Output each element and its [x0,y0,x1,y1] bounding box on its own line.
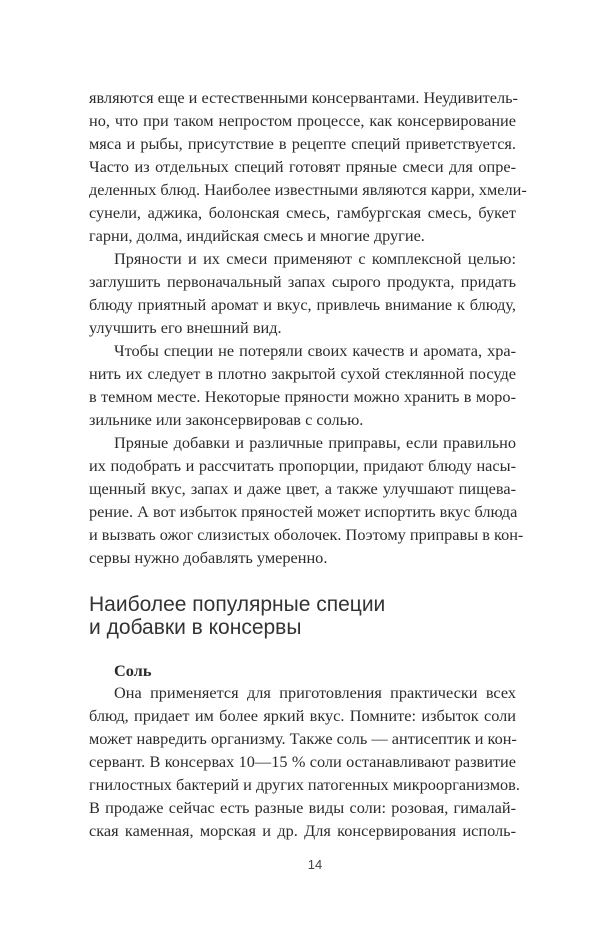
text-line: гнилостных бактерий и других патогенных микроорганизмов. [89,775,520,794]
text-line: ская каменная, морская и др. Для консервирования исполь- [89,821,516,840]
text-line: Она применяется для приготовления практически всех [114,683,516,702]
text-line: и вызвать ожог слизистых оболочек. Поэтому приправы в кон- [89,525,524,544]
paragraph [89,86,527,247]
text-line: Пряности и их смеси применяют с комплексной целью: [114,249,516,268]
text-line: деленных блюд. Наиболее известными являются карри, хмели- [89,180,527,199]
subheading-salt: Соль [114,661,152,680]
heading-line: Наиболее популярные специи [89,593,386,616]
text-line: нить их следует в плотно закрытой сухой стеклянной посуде [89,364,516,383]
text-line: блюду приятный аромат и вкус, привлечь внимание к блюду, [89,295,516,314]
text-line: улучшить его внешний вид. [89,318,282,337]
paragraph [89,681,520,842]
text-line: их подобрать и рассчитать пропорции, придают блюду насы- [89,456,516,475]
heading-line: и добавки в консервы [89,616,302,639]
text-line: Чтобы специи не потеряли своих качеств и аромата, хра- [114,341,516,360]
text-line: Часто из отдельных специй готовят пряные смеси для опре- [89,157,516,176]
text-line: щенный вкус, запах и даже цвет, а также улучшают пищева- [89,479,516,498]
page-number: 14 [307,857,323,872]
text-line: Пряные добавки и различные приправы, если правильно [114,433,516,452]
body-text-section-1 [89,86,527,569]
text-line: зильнике или законсервировав с солью. [89,410,364,429]
text-line: в темном месте. Некоторые пряности можно хранить в моро- [89,387,516,406]
text-line: блюд, придает им более яркий вкус. Помните: избыток соли [89,706,516,725]
text-line: рение. А вот избыток пряностей может испортить вкус блюда [89,502,518,521]
text-line: сервы нужно добавлять умеренно. [89,548,328,567]
text-line: являются еще и естественными консервантами. Неудивитель- [89,88,518,107]
text-line: сервант. В консервах 10—15 % соли останавливают развитие [89,752,516,771]
text-line: В продаже сейчас есть разные виды соли: розовая, гималай- [89,798,516,817]
paragraph [89,247,516,339]
text-line: сунели, аджика, болонская смесь, гамбургская смесь, букет [89,203,516,222]
text-line: но, что при таком непростом процессе, как консервирование [89,111,516,130]
text-line: гарни, долма, индийская смесь и многие другие. [89,226,425,245]
text-line: заглушить первоначальный запах сырого продукта, придать [89,272,516,291]
paragraph [89,431,524,569]
body-text-section-2 [89,681,520,842]
text-line: мяса и рыбы, присутствие в рецепте специй приветствуется. [89,134,516,153]
paragraph [89,339,516,431]
section-heading [89,593,385,639]
text-line: может навредить организму. Также соль — антисептик и кон- [89,729,517,748]
